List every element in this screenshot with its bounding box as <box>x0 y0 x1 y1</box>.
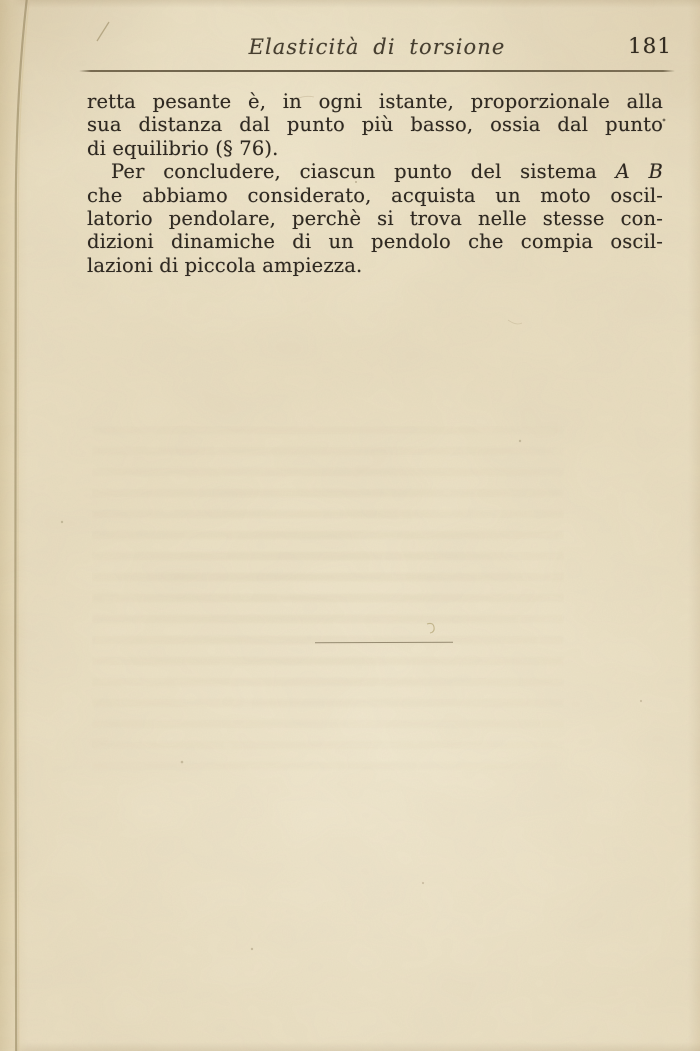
running-head <box>80 33 674 63</box>
math-label-AB: A B <box>615 160 664 184</box>
reverse-side-showthrough <box>92 426 564 776</box>
paragraph-2-line: latorio pendolare, perchè si trova nelle stesse con- <box>87 207 663 231</box>
paragraph-2-line: dizioni dinamiche di un pendolo che compia oscil- <box>87 230 663 254</box>
paragraph-2-line: che abbiamo considerato, acquista un moto oscil- <box>87 183 663 207</box>
paragraph-2-line: lazioni di piccola ampiezza. <box>87 253 363 277</box>
paragraph-2-line-text: Per concludere, ciascun punto del sistema <box>111 160 616 184</box>
paragraph-1-line: retta pesante è, in ogni istante, proporzionale alla <box>87 90 663 113</box>
page-number: 181 <box>627 34 672 59</box>
paragraph-1-line: di equilibrio (§ 76). <box>87 136 279 160</box>
paragraph-2-line <box>87 160 663 183</box>
body-text <box>87 90 663 277</box>
header-rule <box>79 70 675 72</box>
page-title: Elasticità di torsione <box>248 35 506 59</box>
paragraph-1-line: sua distanza dal punto più basso, ossia dal punto <box>87 113 663 137</box>
